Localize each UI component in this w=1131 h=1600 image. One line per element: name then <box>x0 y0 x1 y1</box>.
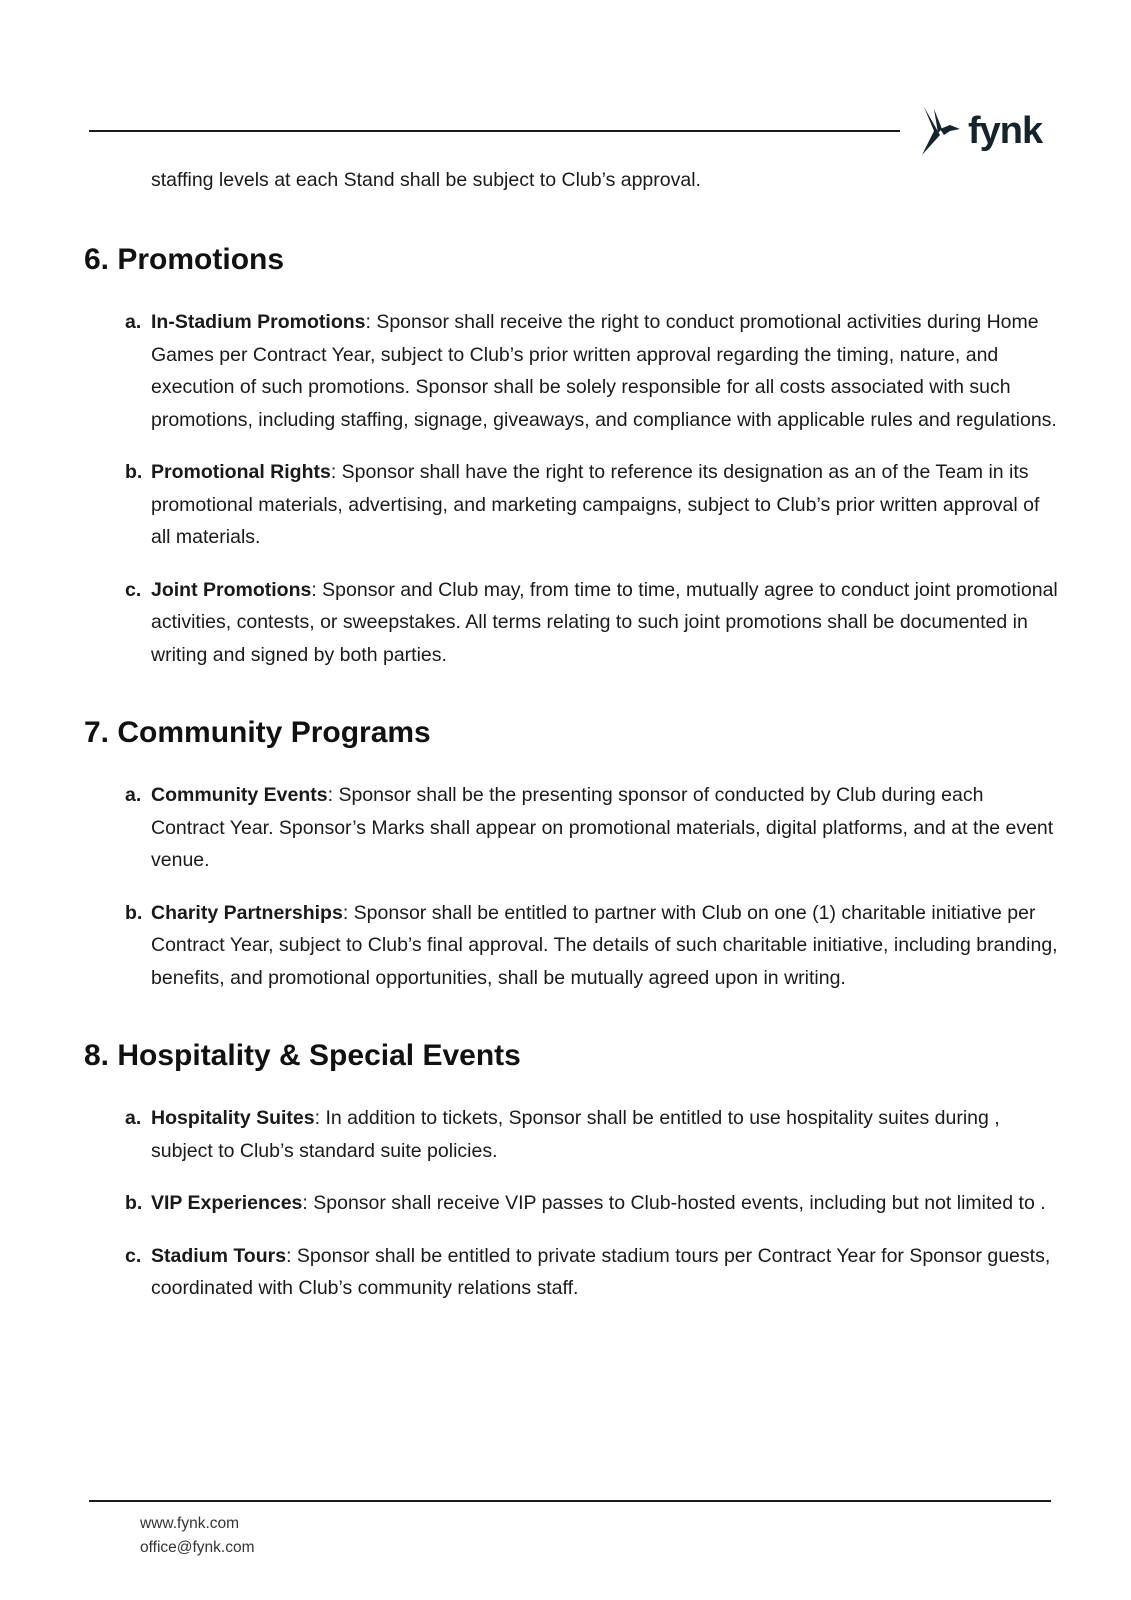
section-promotions <box>84 240 1059 671</box>
section-hospitality <box>84 1036 1059 1305</box>
clause-text: : Sponsor shall have the right to reference its designation as an of the Team in its promotional materials, advertising, and marketing campaigns, subject to Club’s prior written approval of all materials. <box>151 461 1040 548</box>
clause-title: Stadium Tours <box>151 1244 287 1267</box>
footer-website[interactable]: www.fynk.com <box>140 1515 240 1532</box>
clause-item <box>84 1187 1059 1220</box>
section-heading: 7. Community Programs <box>84 716 431 749</box>
clause-title: Hospitality Suites <box>151 1107 315 1129</box>
clause-text: : Sponsor shall receive the right to conduct promotional activities during Home Games per Contract Year, subject to Club’s prior written approval regarding the timing, nature, and execution of such promotions. Sponsor shall be solely responsible for all costs associated with such promotions, including staffing, signage, giveaways, and compliance with applicable rules and regulations. <box>151 311 1057 431</box>
clause-list <box>84 1102 1059 1305</box>
clause-title: In-Stadium Promotions <box>151 311 366 333</box>
clause-text: : Sponsor and Club may, from time to time, mutually agree to conduct joint promotional activities, contests, or sweepstakes. All terms relating to such joint promotions shall be documented in writing and signed by both parties. <box>151 578 1058 666</box>
clause-item <box>84 1240 1059 1305</box>
clause-item <box>84 779 1059 877</box>
header-divider <box>89 130 900 132</box>
section-heading: 6. Promotions <box>84 243 285 276</box>
clause-title: Charity Partnerships <box>151 901 343 924</box>
clause-text: : Sponsor shall be the presenting sponsor of conducted by Club during each Contract Year. Sponsor’s Marks shall appear on promotional materials, digital platforms, and at the event venue. <box>151 784 1054 871</box>
clause-letter: a. <box>125 1107 142 1129</box>
clause-text: : Sponsor shall be entitled to partner with Club on one (1) charitable initiative per Contract Year, subject to Club’s final approval. The details of such charitable initiative, including branding, benefits, and promotional opportunities, shall be mutually agreed upon in writing. <box>151 901 1058 989</box>
clause-letter: b. <box>125 1192 143 1214</box>
clause-letter: b. <box>125 901 143 924</box>
footer-email[interactable]: office@fynk.com <box>140 1539 255 1556</box>
section-community-programs <box>84 713 1059 994</box>
clause-list <box>84 779 1059 994</box>
clause-item <box>84 897 1059 995</box>
bird-icon <box>920 105 962 157</box>
clause-title: Joint Promotions <box>151 578 312 601</box>
continuation-paragraph: staffing levels at each Stand shall be subject to Club’s approval. <box>151 169 701 191</box>
clause-item <box>84 574 1059 672</box>
clause-letter: c. <box>125 578 142 601</box>
clause-title: VIP Experiences <box>151 1192 303 1214</box>
clause-title: Community Events <box>151 784 328 806</box>
clause-item <box>84 1102 1059 1167</box>
clause-title: Promotional Rights <box>151 461 331 483</box>
clause-list <box>84 306 1059 671</box>
document-body <box>84 160 1059 1325</box>
clause-text: : Sponsor shall receive VIP passes to Club-hosted events, including but not limited to . <box>302 1192 1046 1214</box>
clause-letter: b. <box>125 461 143 483</box>
clause-letter: c. <box>125 1244 142 1267</box>
clause-letter: a. <box>125 311 142 333</box>
footer <box>140 1512 255 1560</box>
fynk-logo <box>920 104 1042 158</box>
clause-item <box>84 456 1059 554</box>
footer-divider <box>89 1500 1051 1502</box>
clause-item <box>84 306 1059 436</box>
section-heading: 8. Hospitality & Special Events <box>84 1039 521 1072</box>
clause-text: : Sponsor shall be entitled to private stadium tours per Contract Year for Sponsor guests, coordinated with Club’s community relations staff. <box>151 1244 1051 1299</box>
clause-letter: a. <box>125 784 142 806</box>
brand-name: fynk <box>968 110 1043 152</box>
clause-text: : In addition to tickets, Sponsor shall be entitled to use hospitality suites during , subject to Club’s standard suite policies. <box>151 1107 1000 1162</box>
